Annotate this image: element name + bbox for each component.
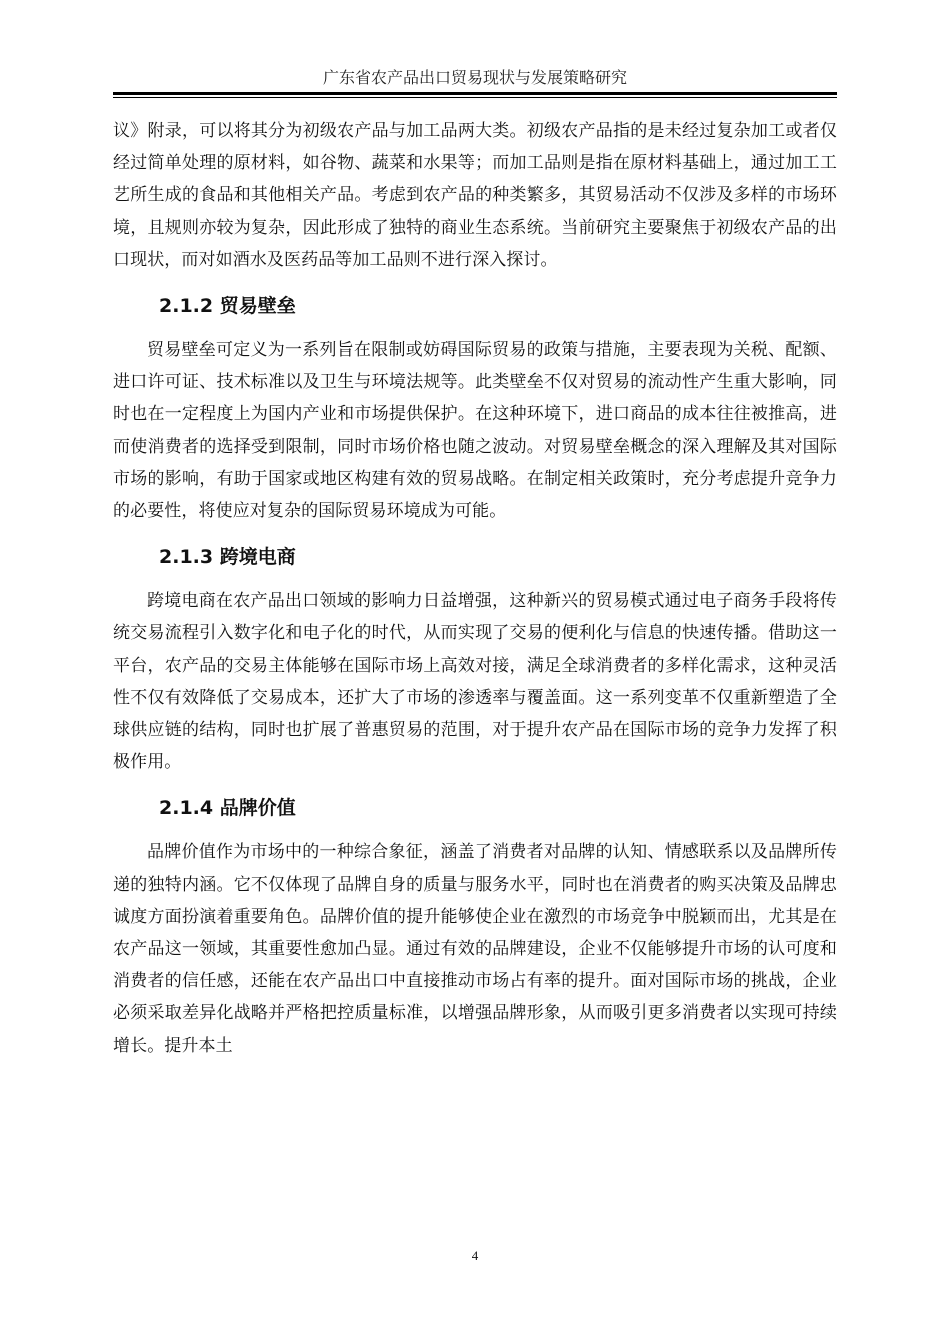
paragraph-trade-barriers: 贸易壁垒可定义为一系列旨在限制或妨碍国际贸易的政策与措施，主要表现为关税、配额、进口许可证、技术标准以及卫生与环境法规等。此类壁垒不仅对贸易的流动性产生重大影响，同时也在一定程度上为国内产业和市场提供保护。在这种环境下，进口商品的成本往往被推高，进而使消费者的选择受到限制，同时市场价格也随之波动。对贸易壁垒概念的深入理解及其对国际市场的影响，有助于国家或地区构建有效的贸易战略。在制定相关政策时，充分考虑提升竞争力的必要性，将使应对复杂的国际贸易环境成为可能。 <box>113 340 837 522</box>
page-body <box>113 115 837 1062</box>
section-heading-trade-barriers: 2.1.2 贸易壁垒 <box>159 295 296 318</box>
running-header: 广东省农产品出口贸易现状与发展策略研究 <box>322 68 627 87</box>
header-rule-thin <box>113 97 837 98</box>
continued-paragraph: 议》附录，可以将其分为初级农产品与加工品两大类。初级农产品指的是未经过复杂加工或者仅经过简单处理的原材料，如谷物、蔬菜和水果等；而加工品则是指在原材料基础上，通过加工工艺所生成的食品和其他相关产品。考虑到农产品的种类繁多，其贸易活动不仅涉及多样的市场环境，且规则亦较为复杂，因此形成了独特的商业生态系统。当前研究主要聚焦于初级农产品的出口现状，而对如酒水及医药品等加工品则不进行深入探讨。 <box>113 121 837 270</box>
section-heading-cross-border-ecommerce: 2.1.3 跨境电商 <box>159 546 296 569</box>
paragraph-cross-border-ecommerce: 跨境电商在农产品出口领域的影响力日益增强，这种新兴的贸易模式通过电子商务手段将传统交易流程引入数字化和电子化的时代，从而实现了交易的便利化与信息的快速传播。借助这一平台，农产品的交易主体能够在国际市场上高效对接，满足全球消费者的多样化需求，这种灵活性不仅有效降低了交易成本，还扩大了市场的渗透率与覆盖面。这一系列变革不仅重新塑造了全球供应链的结构，同时也扩展了普惠贸易的范围，对于提升农产品在国际市场的竞争力发挥了积极作用。 <box>113 591 837 773</box>
header-rule-thick <box>113 92 837 95</box>
page-number: 4 <box>471 1248 479 1263</box>
section-heading-brand-value: 2.1.4 品牌价值 <box>159 797 296 820</box>
paragraph-brand-value: 品牌价值作为市场中的一种综合象征，涵盖了消费者对品牌的认知、情感联系以及品牌所传递的独特内涵。它不仅体现了品牌自身的质量与服务水平，同时也在消费者的购买决策及品牌忠诚度方面扮演着重要角色。品牌价值的提升能够使企业在激烈的市场竞争中脱颖而出，尤其是在农产品这一领域，其重要性愈加凸显。通过有效的品牌建设，企业不仅能够提升市场的认可度和消费者的信任感，还能在农产品出口中直接推动市场占有率的提升。面对国际市场的挑战，企业必须采取差异化战略并严格把控质量标准，以增强品牌形象，从而吸引更多消费者以实现可持续增长。提升本土 <box>113 842 837 1056</box>
